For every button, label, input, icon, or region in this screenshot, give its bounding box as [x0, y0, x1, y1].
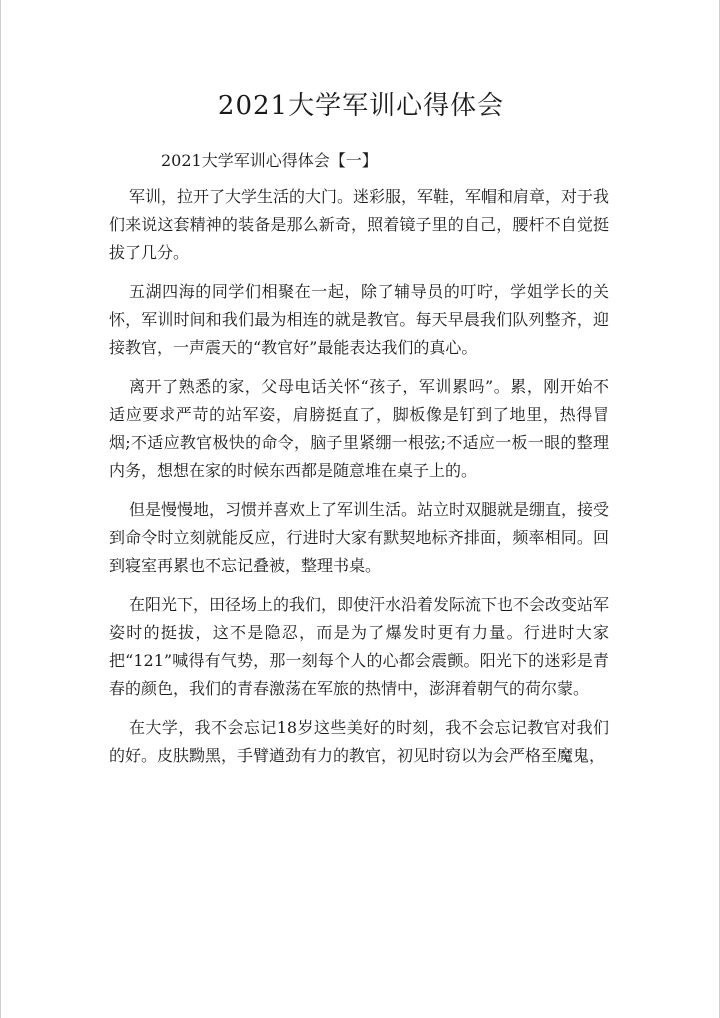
paragraph-6: 在大学，我不会忘记18岁这些美好的时刻，我不会忘记教官对我们的好。皮肤黝黑，手臂遒劲有力的教官，初见时窃以为会严格至魔鬼，: [109, 718, 609, 765]
paragraph-3: 离开了熟悉的家，父母电话关怀“孩子，军训累吗”。累，刚开始不适应要求严苛的站军姿，肩膀挺直了，脚板像是钉到了地里，热得冒烟;不适应教官极快的命令，脑子里紧绷一根弦;不适应一板一眼的整理内务，想想在家的时候东西都是随意堆在桌子上的。: [109, 377, 609, 480]
paragraph-1: 军训，拉开了大学生活的大门。迷彩服，军鞋，军帽和肩章，对于我们来说这套精神的装备是那么新奇，照着镜子里的自己，腰杆不自觉挺拔了几分。: [109, 187, 610, 262]
document-title: 2021大学军训心得体会: [217, 91, 505, 121]
paragraph-2: 五湖四海的同学们相聚在一起，除了辅导员的叮咛，学姐学长的关怀，军训时间和我们最为相连的就是教官。每天早晨我们队列整齐，迎接教官，一声震天的“教官好”最能表达我们的真心。: [109, 282, 609, 357]
section-heading: 2021大学军训心得体会【一】: [161, 151, 378, 170]
document-body: [109, 183, 609, 781]
paragraph-5: 在阳光下，田径场上的我们，即使汗水沿着发际流下也不会改变站军姿时的挺拔，这不是隐忍，而是为了爆发时更有力量。行进时大家把“121”喊得有气势，那一刻每个人的心都会震颤。阳光下的迷彩是青春的颜色，我们的青春激荡在军旅的热情中，澎湃着朝气的荷尔蒙。: [109, 595, 610, 698]
paragraph-4: 但是慢慢地，习惯并喜欢上了军训生活。站立时双腿就是绷直，接受到命令时立刻就能反应，行进时大家有默契地标齐排面，频率相同。回到寝室再累也不忘记叠被，整理书桌。: [109, 500, 610, 575]
